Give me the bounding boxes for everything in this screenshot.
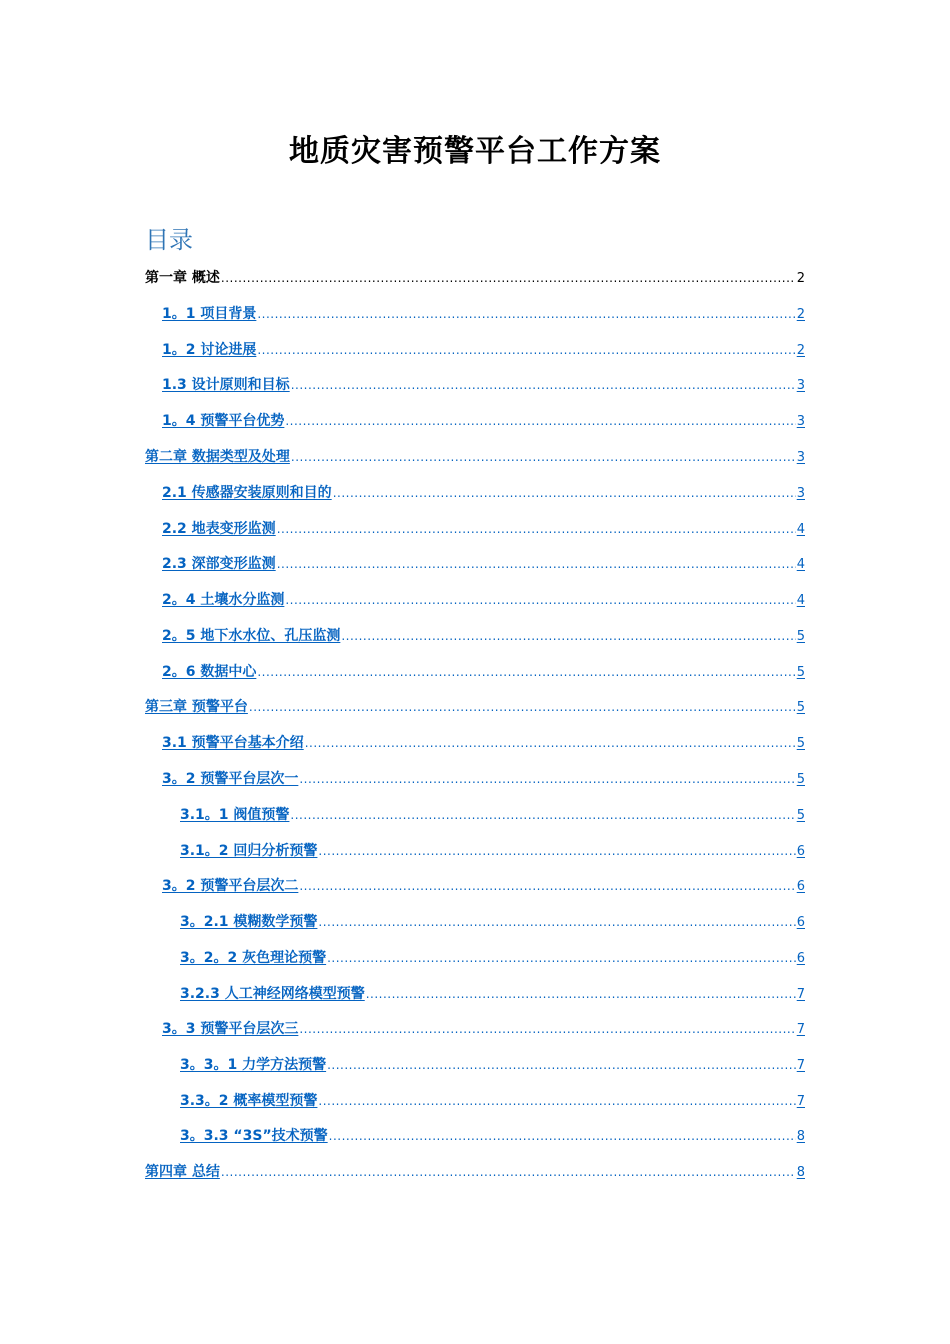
toc-entry-page: 3 <box>796 378 805 393</box>
toc-entry-2-6[interactable] <box>162 661 805 683</box>
toc-leader-dots <box>333 486 796 500</box>
toc-leader-dots <box>257 343 795 357</box>
toc-leader-dots <box>341 629 795 643</box>
toc-entry-text: 1。4 预警平台优势 <box>162 413 285 429</box>
toc-entry-3-3-3[interactable] <box>180 1125 805 1147</box>
toc-entry-text: 1。1 项目背景 <box>162 306 257 322</box>
toc-entry-text: 第二章 数据类型及处理 <box>145 449 290 465</box>
toc-leader-dots <box>329 1129 796 1143</box>
toc-entry-text: 3。3 预警平台层次三 <box>162 1021 299 1037</box>
toc-entry-page: 5 <box>796 629 805 644</box>
toc-entry-text: 3.2.3 人工神经网络模型预警 <box>180 986 365 1002</box>
toc-entry-3-2-2[interactable] <box>180 947 805 969</box>
toc-entry-page: 3 <box>796 450 805 465</box>
toc-leader-dots <box>366 987 796 1001</box>
toc-entry-3-2-3[interactable] <box>180 983 805 1005</box>
toc-entry-3-2-1[interactable] <box>180 911 805 933</box>
toc-leader-dots <box>291 378 796 392</box>
toc-entry-text: 2。5 地下水水位、孔压监测 <box>162 628 341 644</box>
toc-leader-dots <box>257 307 795 321</box>
toc-entry-text: 第一章 概述 <box>145 270 220 286</box>
toc-leader-dots <box>277 557 796 571</box>
toc-leader-dots <box>299 879 795 893</box>
toc-entry-chapter-4[interactable] <box>145 1161 805 1183</box>
toc-entry-page: 7 <box>796 1058 805 1073</box>
toc-leader-dots <box>318 1094 795 1108</box>
toc-entry-text: 2.2 地表变形监测 <box>162 521 276 537</box>
toc-leader-dots <box>327 951 796 965</box>
toc-entry-page: 6 <box>796 915 805 930</box>
toc-entry-text: 3。3.3 “3S”技术预警 <box>180 1128 328 1144</box>
toc-entry-chapter-2[interactable] <box>145 446 805 468</box>
toc-entry-page: 5 <box>796 772 805 787</box>
toc-entry-3-3-1[interactable] <box>180 1054 805 1076</box>
toc-entry-page: 5 <box>796 665 805 680</box>
toc-entry-page: 6 <box>796 951 805 966</box>
toc-entry-3-3-2[interactable] <box>180 1090 805 1112</box>
toc-entry-text: 1.3 设计原则和目标 <box>162 377 290 393</box>
toc-entry-1-1[interactable] <box>162 303 805 325</box>
toc-entry-2-1[interactable] <box>162 482 805 504</box>
toc-entry-text: 第三章 预警平台 <box>145 699 248 715</box>
toc-entry-1-4[interactable] <box>162 410 805 432</box>
toc-leader-dots <box>318 844 795 858</box>
toc-entry-page: 5 <box>796 736 805 751</box>
toc-entry-page: 4 <box>796 593 805 608</box>
toc-leader-dots <box>299 772 795 786</box>
toc-entry-page: 5 <box>796 700 805 715</box>
toc-leader-dots <box>305 736 796 750</box>
toc-entry-page: 7 <box>796 1094 805 1109</box>
toc-entry-chapter-1[interactable] <box>145 267 805 289</box>
toc-entry-text: 2。4 土壤水分监测 <box>162 592 285 608</box>
toc-entry-1-3[interactable] <box>162 374 805 396</box>
toc-entry-page: 2 <box>796 271 805 286</box>
toc-entry-page: 6 <box>796 879 805 894</box>
document-title: 地质灾害预警平台工作方案 <box>289 134 661 169</box>
toc-entry-3-1-2[interactable] <box>180 840 805 862</box>
toc-entry-3-2-b[interactable] <box>162 875 805 897</box>
toc-leader-dots <box>290 808 795 822</box>
toc-entry-page: 5 <box>796 808 805 823</box>
toc-entry-text: 2.3 深部变形监测 <box>162 556 276 572</box>
toc-entry-chapter-3[interactable] <box>145 696 805 718</box>
toc-entry-text: 第四章 总结 <box>145 1164 220 1180</box>
toc-entry-2-4[interactable] <box>162 589 805 611</box>
toc-entry-page: 7 <box>796 1022 805 1037</box>
toc-entry-2-2[interactable] <box>162 518 805 540</box>
toc-leader-dots <box>318 915 795 929</box>
toc-leader-dots <box>285 593 795 607</box>
toc-entry-page: 3 <box>796 414 805 429</box>
toc-entry-page: 8 <box>796 1165 805 1180</box>
toc-entry-1-2[interactable] <box>162 339 805 361</box>
toc-entry-page: 4 <box>796 522 805 537</box>
toc-leader-dots <box>291 450 796 464</box>
toc-leader-dots <box>277 522 796 536</box>
toc-entry-text: 3。2 预警平台层次二 <box>162 878 299 894</box>
toc-entry-2-3[interactable] <box>162 553 805 575</box>
toc-entry-page: 2 <box>796 343 805 358</box>
toc-leader-dots <box>257 665 795 679</box>
toc-entry-3-1-1[interactable] <box>180 804 805 826</box>
toc-heading: 目录 <box>145 226 193 254</box>
toc-entry-text: 2.1 传感器安装原则和目的 <box>162 485 332 501</box>
toc-entry-page: 4 <box>796 557 805 572</box>
toc-entry-text: 3。2.1 模糊数学预警 <box>180 914 318 930</box>
toc-entry-text: 1。2 讨论进展 <box>162 342 257 358</box>
toc-entry-page: 6 <box>796 844 805 859</box>
toc-entry-3-2[interactable] <box>162 768 805 790</box>
toc-leader-dots <box>249 700 796 714</box>
toc-entry-text: 3.1。2 回归分析预警 <box>180 843 318 859</box>
toc-entry-text: 3。2。2 灰色理论预警 <box>180 950 327 966</box>
toc-entry-text: 3。3。1 力学方法预警 <box>180 1057 327 1073</box>
toc-entry-text: 3.1 预警平台基本介绍 <box>162 735 304 751</box>
toc-entry-3-3[interactable] <box>162 1018 805 1040</box>
toc-entry-text: 3。2 预警平台层次一 <box>162 771 299 787</box>
toc-entry-3-1[interactable] <box>162 732 805 754</box>
toc-entry-text: 3.1。1 阀值预警 <box>180 807 290 823</box>
toc-entry-text: 2。6 数据中心 <box>162 664 257 680</box>
toc-entry-text: 3.3。2 概率模型预警 <box>180 1093 318 1109</box>
toc-entry-page: 3 <box>796 486 805 501</box>
toc-entry-page: 8 <box>796 1129 805 1144</box>
toc-leader-dots <box>221 271 796 285</box>
toc-leader-dots <box>285 414 795 428</box>
toc-entry-page: 7 <box>796 987 805 1002</box>
toc-leader-dots <box>221 1165 796 1179</box>
toc-leader-dots <box>299 1022 795 1036</box>
toc-entry-2-5[interactable] <box>162 625 805 647</box>
toc-leader-dots <box>327 1058 796 1072</box>
toc-entry-page: 2 <box>796 307 805 322</box>
